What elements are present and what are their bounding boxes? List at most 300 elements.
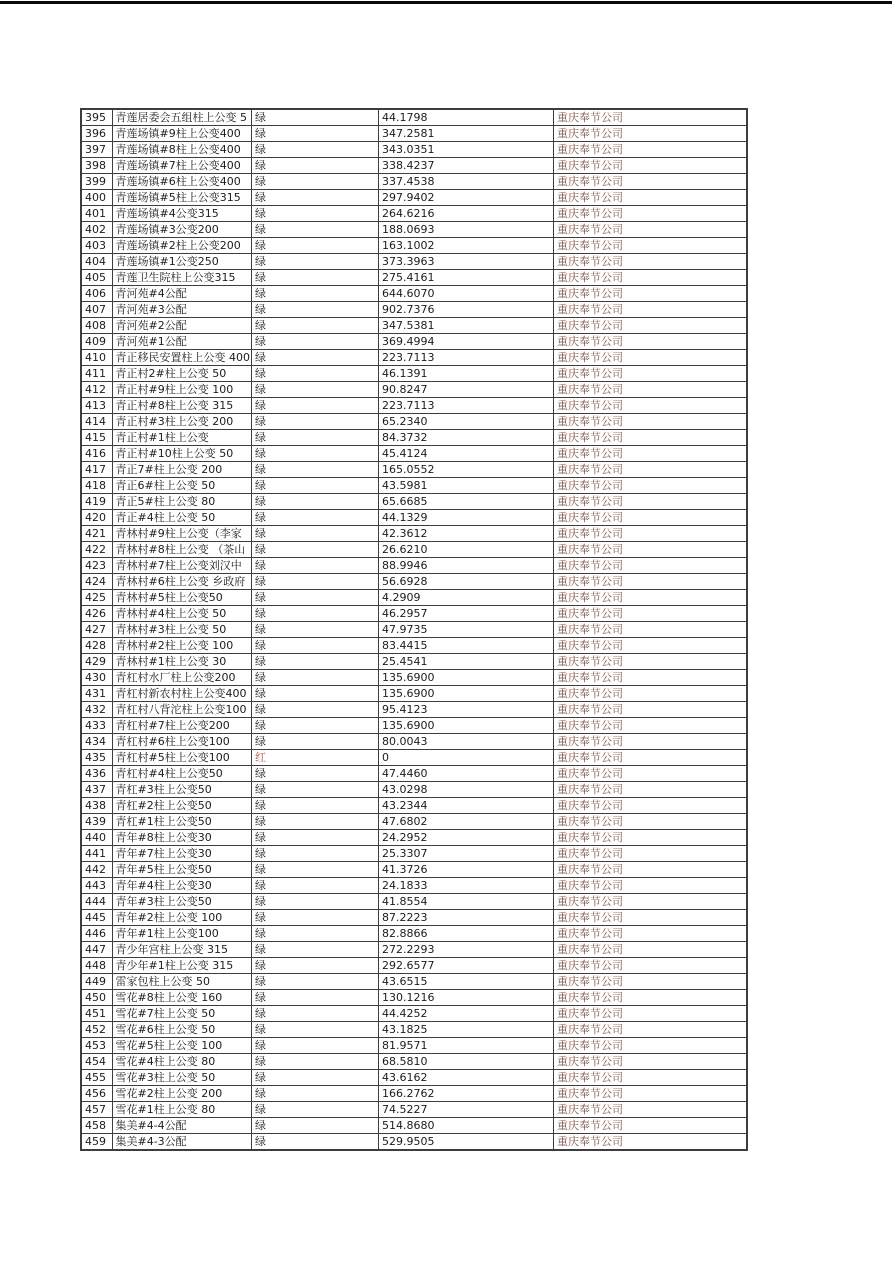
row-number-cell: 433 [81,718,112,734]
row-number-cell: 447 [81,942,112,958]
value-cell: 44.1798 [379,109,554,126]
status-cell: 绿 [252,574,379,590]
table-row [81,366,747,382]
row-number-cell: 455 [81,1070,112,1086]
row-number-cell: 452 [81,1022,112,1038]
table-row [81,1086,747,1102]
value-cell: 644.6070 [379,286,554,302]
table-row [81,334,747,350]
status-cell: 绿 [252,254,379,270]
value-cell: 163.1002 [379,238,554,254]
table-row [81,398,747,414]
company-cell: 重庆奉节公司 [554,782,747,798]
status-cell: 绿 [252,1086,379,1102]
company-cell: 重庆奉节公司 [554,974,747,990]
company-cell: 重庆奉节公司 [554,654,747,670]
value-cell: 297.9402 [379,190,554,206]
table-row [81,670,747,686]
table-row [81,1006,747,1022]
status-cell: 绿 [252,302,379,318]
name-cell: 青林村#6柱上公变 乡政府 [112,574,252,590]
company-cell: 重庆奉节公司 [554,990,747,1006]
status-cell: 绿 [252,462,379,478]
status-cell: 绿 [252,718,379,734]
value-cell: 56.6928 [379,574,554,590]
value-cell: 68.5810 [379,1054,554,1070]
row-number-cell: 408 [81,318,112,334]
value-cell: 95.4123 [379,702,554,718]
status-cell: 绿 [252,846,379,862]
status-cell: 绿 [252,990,379,1006]
company-cell: 重庆奉节公司 [554,222,747,238]
row-number-cell: 451 [81,1006,112,1022]
row-number-cell: 426 [81,606,112,622]
row-number-cell: 411 [81,366,112,382]
company-cell: 重庆奉节公司 [554,446,747,462]
value-cell: 275.4161 [379,270,554,286]
company-cell: 重庆奉节公司 [554,862,747,878]
row-number-cell: 427 [81,622,112,638]
value-cell: 65.6685 [379,494,554,510]
company-cell: 重庆奉节公司 [554,414,747,430]
name-cell: 青莲场镇#5柱上公变315 [112,190,252,206]
row-number-cell: 416 [81,446,112,462]
table-row [81,782,747,798]
row-number-cell: 417 [81,462,112,478]
status-cell: 绿 [252,766,379,782]
table-row [81,606,747,622]
company-cell: 重庆奉节公司 [554,478,747,494]
table-row [81,478,747,494]
row-number-cell: 407 [81,302,112,318]
status-cell: 绿 [252,1022,379,1038]
row-number-cell: 437 [81,782,112,798]
table-row [81,158,747,174]
name-cell: 青年#5柱上公变50 [112,862,252,878]
row-number-cell: 410 [81,350,112,366]
name-cell: 青莲居委会五组柱上公变 5 [112,109,252,126]
table-row [81,222,747,238]
name-cell: 青莲场镇#1公变250 [112,254,252,270]
value-cell: 165.0552 [379,462,554,478]
name-cell: 青正村2#柱上公变 50 [112,366,252,382]
company-cell: 重庆奉节公司 [554,1086,747,1102]
table-row [81,766,747,782]
value-cell: 272.2293 [379,942,554,958]
row-number-cell: 396 [81,126,112,142]
company-cell: 重庆奉节公司 [554,878,747,894]
table-row [81,318,747,334]
table-row [81,622,747,638]
row-number-cell: 423 [81,558,112,574]
name-cell: 青莲场镇#3公变200 [112,222,252,238]
name-cell: 青林村#9柱上公变（李家 [112,526,252,542]
name-cell: 青年#1柱上公变100 [112,926,252,942]
status-cell: 绿 [252,238,379,254]
company-cell: 重庆奉节公司 [554,686,747,702]
row-number-cell: 419 [81,494,112,510]
value-cell: 44.1329 [379,510,554,526]
table-row [81,734,747,750]
table-row [81,958,747,974]
status-cell: 绿 [252,654,379,670]
transformer-data-table [80,108,748,1151]
value-cell: 130.1216 [379,990,554,1006]
status-cell: 红 [252,750,379,766]
status-cell: 绿 [252,366,379,382]
value-cell: 223.7113 [379,398,554,414]
status-cell: 绿 [252,126,379,142]
name-cell: 青河苑#3公配 [112,302,252,318]
company-cell: 重庆奉节公司 [554,894,747,910]
value-cell: 46.1391 [379,366,554,382]
value-cell: 46.2957 [379,606,554,622]
row-number-cell: 432 [81,702,112,718]
status-cell: 绿 [252,702,379,718]
value-cell: 43.0298 [379,782,554,798]
status-cell: 绿 [252,638,379,654]
name-cell: 青莲场镇#9柱上公变400 [112,126,252,142]
value-cell: 47.4460 [379,766,554,782]
status-cell: 绿 [252,942,379,958]
table-row [81,1038,747,1054]
name-cell: 青河苑#2公配 [112,318,252,334]
row-number-cell: 443 [81,878,112,894]
value-cell: 81.9571 [379,1038,554,1054]
row-number-cell: 404 [81,254,112,270]
table-row [81,1054,747,1070]
table-row [81,286,747,302]
table-row [81,270,747,286]
name-cell: 青杠村#4柱上公变50 [112,766,252,782]
status-cell: 绿 [252,109,379,126]
company-cell: 重庆奉节公司 [554,558,747,574]
name-cell: 青杠村水厂柱上公变200 [112,670,252,686]
status-cell: 绿 [252,686,379,702]
table-row [81,414,747,430]
value-cell: 24.1833 [379,878,554,894]
name-cell: 青杠村#7柱上公变200 [112,718,252,734]
company-cell: 重庆奉节公司 [554,270,747,286]
row-number-cell: 422 [81,542,112,558]
value-cell: 74.5227 [379,1102,554,1118]
company-cell: 重庆奉节公司 [554,734,747,750]
value-cell: 26.6210 [379,542,554,558]
row-number-cell: 397 [81,142,112,158]
name-cell: 青正村#3柱上公变 200 [112,414,252,430]
value-cell: 135.6900 [379,670,554,686]
company-cell: 重庆奉节公司 [554,590,747,606]
name-cell: 青莲卫生院柱上公变315 [112,270,252,286]
value-cell: 47.6802 [379,814,554,830]
value-cell: 347.2581 [379,126,554,142]
table-row [81,686,747,702]
table-row [81,350,747,366]
row-number-cell: 459 [81,1134,112,1151]
table-row [81,926,747,942]
status-cell: 绿 [252,894,379,910]
table-row [81,862,747,878]
name-cell: 青年#8柱上公变30 [112,830,252,846]
table-row [81,254,747,270]
company-cell: 重庆奉节公司 [554,750,747,766]
table-row [81,894,747,910]
value-cell: 223.7113 [379,350,554,366]
value-cell: 0 [379,750,554,766]
company-cell: 重庆奉节公司 [554,622,747,638]
value-cell: 529.9505 [379,1134,554,1151]
name-cell: 青少年#1柱上公变 315 [112,958,252,974]
table-row [81,446,747,462]
row-number-cell: 406 [81,286,112,302]
row-number-cell: 421 [81,526,112,542]
status-cell: 绿 [252,1102,379,1118]
row-number-cell: 446 [81,926,112,942]
name-cell: 青年#2柱上公变 100 [112,910,252,926]
row-number-cell: 448 [81,958,112,974]
row-number-cell: 454 [81,1054,112,1070]
value-cell: 45.4124 [379,446,554,462]
company-cell: 重庆奉节公司 [554,174,747,190]
company-cell: 重庆奉节公司 [554,670,747,686]
row-number-cell: 412 [81,382,112,398]
name-cell: 青正6#柱上公变 50 [112,478,252,494]
row-number-cell: 429 [81,654,112,670]
status-cell: 绿 [252,222,379,238]
table-row [81,574,747,590]
row-number-cell: 445 [81,910,112,926]
row-number-cell: 436 [81,766,112,782]
status-cell: 绿 [252,958,379,974]
value-cell: 43.1825 [379,1022,554,1038]
status-cell: 绿 [252,1134,379,1151]
status-cell: 绿 [252,1118,379,1134]
status-cell: 绿 [252,926,379,942]
table-row [81,1102,747,1118]
row-number-cell: 434 [81,734,112,750]
table-row [81,238,747,254]
status-cell: 绿 [252,350,379,366]
value-cell: 514.8680 [379,1118,554,1134]
table-row [81,302,747,318]
status-cell: 绿 [252,334,379,350]
table-row [81,126,747,142]
value-cell: 90.8247 [379,382,554,398]
company-cell: 重庆奉节公司 [554,830,747,846]
row-number-cell: 456 [81,1086,112,1102]
table-row [81,1070,747,1086]
value-cell: 41.8554 [379,894,554,910]
row-number-cell: 441 [81,846,112,862]
name-cell: 青河苑#4公配 [112,286,252,302]
name-cell: 青正村#1柱上公变 [112,430,252,446]
value-cell: 166.2762 [379,1086,554,1102]
row-number-cell: 435 [81,750,112,766]
row-number-cell: 425 [81,590,112,606]
value-cell: 4.2909 [379,590,554,606]
company-cell: 重庆奉节公司 [554,526,747,542]
status-cell: 绿 [252,878,379,894]
value-cell: 43.2344 [379,798,554,814]
name-cell: 青杠#1柱上公变50 [112,814,252,830]
row-number-cell: 395 [81,109,112,126]
name-cell: 青林村#7柱上公变刘汉中 [112,558,252,574]
name-cell: 青杠#3柱上公变50 [112,782,252,798]
name-cell: 青少年宫柱上公变 315 [112,942,252,958]
table-row [81,1134,747,1151]
company-cell: 重庆奉节公司 [554,382,747,398]
company-cell: 重庆奉节公司 [554,1022,747,1038]
name-cell: 雷家包柱上公变 50 [112,974,252,990]
company-cell: 重庆奉节公司 [554,126,747,142]
row-number-cell: 450 [81,990,112,1006]
table-row [81,878,747,894]
value-cell: 80.0043 [379,734,554,750]
value-cell: 42.3612 [379,526,554,542]
name-cell: 雪花#4柱上公变 80 [112,1054,252,1070]
name-cell: 青杠#2柱上公变50 [112,798,252,814]
row-number-cell: 403 [81,238,112,254]
row-number-cell: 431 [81,686,112,702]
status-cell: 绿 [252,382,379,398]
table-row [81,526,747,542]
status-cell: 绿 [252,862,379,878]
table-body [81,109,747,1150]
company-cell: 重庆奉节公司 [554,366,747,382]
status-cell: 绿 [252,414,379,430]
name-cell: 青正村#8柱上公变 315 [112,398,252,414]
status-cell: 绿 [252,478,379,494]
name-cell: 集美#4-4公配 [112,1118,252,1134]
row-number-cell: 420 [81,510,112,526]
row-number-cell: 458 [81,1118,112,1134]
company-cell: 重庆奉节公司 [554,302,747,318]
company-cell: 重庆奉节公司 [554,1070,747,1086]
table-row [81,654,747,670]
value-cell: 135.6900 [379,718,554,734]
table-row [81,190,747,206]
value-cell: 88.9946 [379,558,554,574]
row-number-cell: 444 [81,894,112,910]
company-cell: 重庆奉节公司 [554,430,747,446]
status-cell: 绿 [252,510,379,526]
row-number-cell: 409 [81,334,112,350]
company-cell: 重庆奉节公司 [554,574,747,590]
table-row [81,910,747,926]
name-cell: 青莲场镇#6柱上公变400 [112,174,252,190]
row-number-cell: 430 [81,670,112,686]
name-cell: 青林村#8柱上公变 （茶山 [112,542,252,558]
value-cell: 188.0693 [379,222,554,238]
company-cell: 重庆奉节公司 [554,238,747,254]
name-cell: 青林村#1柱上公变 30 [112,654,252,670]
value-cell: 65.2340 [379,414,554,430]
status-cell: 绿 [252,814,379,830]
row-number-cell: 405 [81,270,112,286]
company-cell: 重庆奉节公司 [554,718,747,734]
name-cell: 雪花#5柱上公变 100 [112,1038,252,1054]
company-cell: 重庆奉节公司 [554,1054,747,1070]
company-cell: 重庆奉节公司 [554,1006,747,1022]
company-cell: 重庆奉节公司 [554,190,747,206]
name-cell: 青林村#3柱上公变 50 [112,622,252,638]
company-cell: 重庆奉节公司 [554,109,747,126]
table-row [81,109,747,126]
table-row [81,142,747,158]
value-cell: 43.5981 [379,478,554,494]
value-cell: 24.2952 [379,830,554,846]
value-cell: 369.4994 [379,334,554,350]
company-cell: 重庆奉节公司 [554,606,747,622]
status-cell: 绿 [252,558,379,574]
name-cell: 青年#4柱上公变30 [112,878,252,894]
name-cell: 青林村#5柱上公变50 [112,590,252,606]
company-cell: 重庆奉节公司 [554,910,747,926]
company-cell: 重庆奉节公司 [554,1118,747,1134]
status-cell: 绿 [252,1070,379,1086]
row-number-cell: 398 [81,158,112,174]
name-cell: 青正村#10柱上公变 50 [112,446,252,462]
status-cell: 绿 [252,910,379,926]
status-cell: 绿 [252,974,379,990]
status-cell: 绿 [252,190,379,206]
name-cell: 青林村#2柱上公变 100 [112,638,252,654]
name-cell: 青杠村八背沱柱上公变100 [112,702,252,718]
name-cell: 青正移民安置柱上公变 400 [112,350,252,366]
name-cell: 青莲场镇#4公变315 [112,206,252,222]
name-cell: 雪花#3柱上公变 50 [112,1070,252,1086]
name-cell: 青年#7柱上公变30 [112,846,252,862]
status-cell: 绿 [252,430,379,446]
row-number-cell: 415 [81,430,112,446]
table-row [81,830,747,846]
row-number-cell: 457 [81,1102,112,1118]
name-cell: 雪花#1柱上公变 80 [112,1102,252,1118]
row-number-cell: 413 [81,398,112,414]
value-cell: 44.4252 [379,1006,554,1022]
status-cell: 绿 [252,526,379,542]
table-row [81,798,747,814]
company-cell: 重庆奉节公司 [554,1102,747,1118]
company-cell: 重庆奉节公司 [554,798,747,814]
company-cell: 重庆奉节公司 [554,510,747,526]
table-row [81,974,747,990]
name-cell: 青正5#柱上公变 80 [112,494,252,510]
status-cell: 绿 [252,1006,379,1022]
table-row [81,542,747,558]
value-cell: 337.4538 [379,174,554,190]
table-row [81,206,747,222]
table-row [81,430,747,446]
row-number-cell: 424 [81,574,112,590]
status-cell: 绿 [252,270,379,286]
table-row [81,814,747,830]
company-cell: 重庆奉节公司 [554,1134,747,1151]
status-cell: 绿 [252,1038,379,1054]
table-row [81,846,747,862]
status-cell: 绿 [252,286,379,302]
name-cell: 雪花#6柱上公变 50 [112,1022,252,1038]
status-cell: 绿 [252,174,379,190]
company-cell: 重庆奉节公司 [554,846,747,862]
name-cell: 青杠村新农村柱上公变400 [112,686,252,702]
value-cell: 135.6900 [379,686,554,702]
value-cell: 373.3963 [379,254,554,270]
table-row [81,174,747,190]
company-cell: 重庆奉节公司 [554,398,747,414]
company-cell: 重庆奉节公司 [554,942,747,958]
value-cell: 343.0351 [379,142,554,158]
